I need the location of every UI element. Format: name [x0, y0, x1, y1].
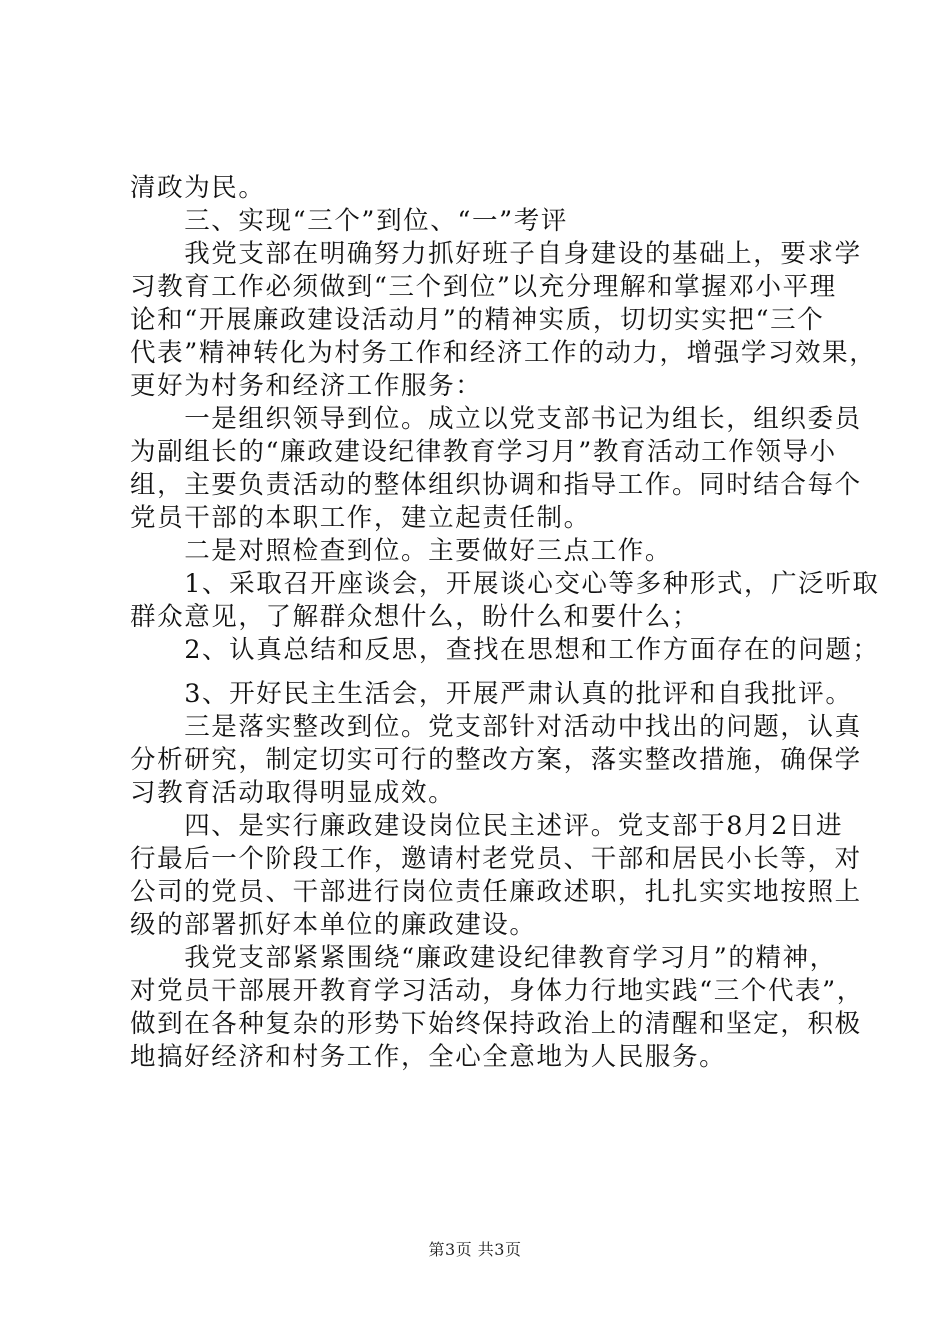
body-text-line: 行最后一个阶段工作，邀请村老党员、干部和居民小长等，对 — [130, 844, 862, 874]
body-text-line: 组，主要负责活动的整体组织协调和指导工作。同时结合每个 — [130, 470, 862, 500]
body-text-line: 三是落实整改到位。党支部针对活动中找出的问题，认真 — [130, 712, 862, 742]
body-text-line: 地搞好经济和村务工作，全心全意地为人民服务。 — [130, 1042, 727, 1072]
body-text-line: 1、采取召开座谈会，开展谈心交心等多种形式，广泛听取 — [130, 569, 880, 599]
body-text-line: 我党支部在明确努力抓好班子自身建设的基础上，要求学 — [130, 239, 862, 269]
body-text-line: 公司的党员、干部进行岗位责任廉政述职，扎扎实实地按照上 — [130, 877, 862, 907]
body-text-line: 群众意见，了解群众想什么，盼什么和要什么； — [130, 602, 700, 632]
body-text-line: 清政为民。 — [130, 173, 266, 203]
section-heading: 四、是实行廉政建设岗位民主述评。党支部于8月2日进 — [130, 811, 844, 841]
body-text-line: 论和“开展廉政建设活动月”的精神实质，切切实实把“三个 — [130, 305, 825, 335]
body-text-line: 二是对照检查到位。主要做好三点工作。 — [130, 536, 673, 566]
body-text-line: 我党支部紧紧围绕“廉政建设纪律教育学习月”的精神， — [130, 943, 837, 973]
body-text-line: 更好为村务和经济工作服务： — [130, 371, 483, 401]
body-text-line: 习教育活动取得明显成效。 — [130, 778, 456, 808]
body-text-line: 做到在各种复杂的形势下始终保持政治上的清醒和坚定，积极 — [130, 1009, 862, 1039]
body-text-line: 一是组织领导到位。成立以党支部书记为组长，组织委员 — [130, 404, 862, 434]
body-text-line: 党员干部的本职工作，建立起责任制。 — [130, 503, 591, 533]
body-text-line: 习教育工作必须做到“三个到位”以充分理解和掌握邓小平理 — [130, 272, 837, 302]
body-text-line: 级的部署抓好本单位的廉政建设。 — [130, 910, 537, 940]
page-number-footer: 第3页 共3页 — [428, 1240, 522, 1259]
body-text-line: 代表”精神转化为村务工作和经济工作的动力，增强学习效果， — [130, 338, 877, 368]
body-text-line: 3、开好民主生活会，开展严肃认真的批评和自我批评。 — [130, 679, 853, 709]
body-text-line: 对党员干部展开教育学习活动，身体力行地实践“三个代表”， — [130, 976, 864, 1006]
body-text-line: 分析研究，制定切实可行的整改方案，落实整改措施，确保学 — [130, 745, 862, 775]
body-text-line: 为副组长的“廉政建设纪律教育学习月”教育活动工作领导小 — [130, 437, 837, 467]
body-text-line: 2、认真总结和反思，查找在思想和工作方面存在的问题； — [130, 635, 880, 665]
section-heading: 三、实现“三个”到位、“一”考评 — [130, 206, 568, 236]
